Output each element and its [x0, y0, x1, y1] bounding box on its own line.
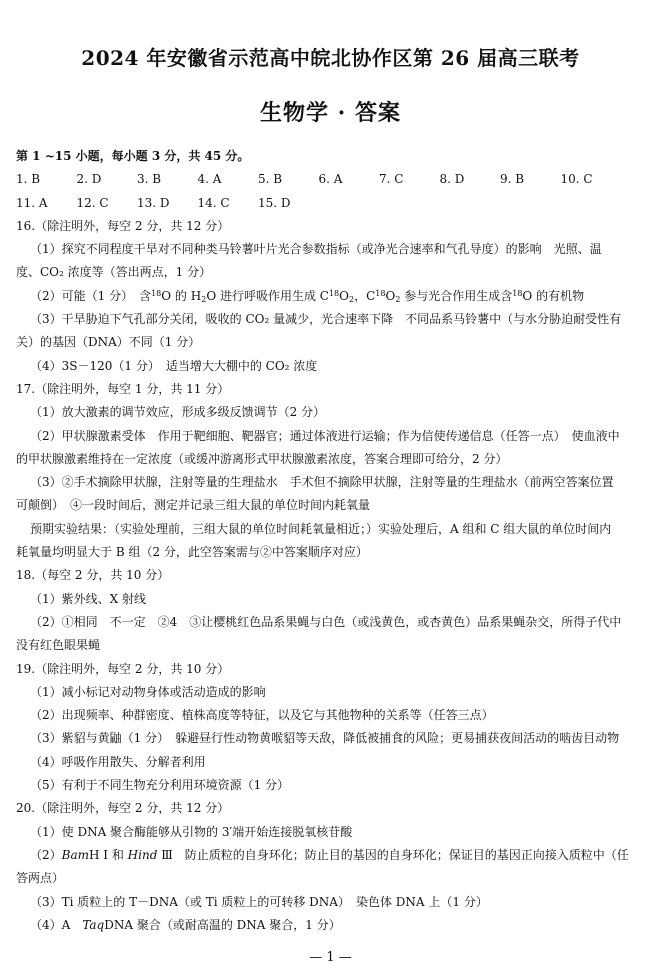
q20-answer-1: （1）使 DNA 聚合酶能够从引物的 3′端开始连接脱氧核苷酸 — [30, 824, 353, 839]
q17-expected-result: 预期实验结果：（实验处理前，三组大鼠的单位时间耗氧量相近；）实验处理后，A 组和 C 组大鼠的单位时间内 — [30, 521, 612, 536]
q18-answer-2: （2）①相同 不一定 ②4 ③让樱桃红色品系果蝇与白色（或浅黄色，或杏黄色）品系果蝇杂交，所得子代中 — [30, 614, 622, 629]
q17-expected-result-cont: 耗氧量均明显大于 B 组（2 分，此空答案需与②中答案顺序对应） — [16, 545, 368, 560]
q19-answer-3: （3）紫貂与黄鼬（1 分） 躲避昼行性动物黄喉貂等天敌，降低被捕食的风险；更易捕获夜间活动的啮齿目动物 — [30, 731, 620, 746]
mc-answer: 4. A — [197, 172, 222, 187]
mc-answer: 12. C — [76, 195, 109, 210]
q17-answer-2: （2）甲状腺激素受体 作用于靶细胞、靶器官；通过体液进行运输；作为信使传递信息（任答一点） 使血液中 — [30, 428, 620, 443]
q19-answer-4: （4）呼吸作用散失、分解者利用 — [30, 754, 206, 769]
q18-answer-1: （1）紫外线、X 射线 — [30, 591, 146, 606]
mc-answer: 5. B — [258, 172, 283, 187]
answer-content — [16, 145, 648, 937]
q18-header: 18.（每空 2 分，共 10 分） — [16, 568, 170, 583]
mc-answer: 9. B — [500, 172, 525, 187]
mc-answer: 1. B — [16, 172, 41, 187]
q17-answer-1: （1）放大激素的调节效应，形成多级反馈调节（2 分） — [30, 405, 326, 420]
q16-answer-1-cont: 度、CO₂ 浓度等（答出两点，1 分） — [16, 265, 212, 280]
q17-answer-2-cont: 的甲状腺激素维持在一定浓度（或缓冲游离形式甲状腺激素浓度，答案合理即可给分，2 分） — [16, 451, 508, 466]
mc-answer: 8. D — [439, 172, 465, 187]
page-subtitle: 生物学 · 答案 — [260, 100, 401, 126]
mc-answer: 15. D — [258, 195, 291, 210]
mc-answers-row-1 — [16, 168, 648, 191]
q16-header: 16.（除注明外，每空 2 分，共 12 分） — [16, 218, 230, 233]
q19-answer-1: （1）减小标记对动物身体或活动造成的影响 — [30, 684, 266, 699]
q16-answer-1: （1）探究不同程度干旱对不同种类马铃薯叶片光合参数指标（或净光合速率和气孔导度）的影响 光照、温 — [30, 242, 602, 257]
q16-answer-2: （2）可能（1 分） 含$^{18}$O 的 $H_2O$ 进行呼吸作用生成 $C^{18}O_2$，$C^{18}O_2$ 参与光合作用生成含$^{18}$O 的有机物 — [30, 288, 585, 304]
q19-answer-5: （5）有利于不同生物充分利用环境资源（1 分） — [30, 778, 290, 793]
page-number: — 1 — — [309, 950, 352, 965]
q17-answer-3-cont: 可颠倒） ④一段时间后，测定并记录三组大鼠的单位时间内耗氧量 — [16, 498, 371, 513]
q20-answer-4: （4）A TaqDNA 聚合（或耐高温的 DNA 聚合，1 分） — [30, 917, 341, 932]
q16-answer-3-cont: 关）的基因（DNA）不同（1 分） — [16, 335, 201, 350]
page-title: 2024 年安徽省示范高中皖北协作区第 26 届高三联考 — [81, 46, 580, 70]
q17-header: 17.（除注明外，每空 1 分，共 11 分） — [16, 381, 230, 396]
q16-answer-3: （3）干旱胁迫下气孔部分关闭，吸收的 CO₂ 量减少，光合速率下降 不同品系马铃薯中（与水分胁迫耐受性有 — [30, 312, 622, 327]
q20-answer-3: （3）Ti 质粒上的 T－DNA（或 Ti 质粒上的可转移 DNA） 染色体 DNA 上（1 分） — [30, 894, 488, 909]
mc-answer: 2. D — [76, 172, 102, 187]
q16-answer-4: （4）3S－120（1 分） 适当增大大棚中的 CO₂ 浓度 — [30, 358, 318, 373]
mc-answer: 11. A — [16, 195, 48, 210]
mc-answer: 14. C — [197, 195, 230, 210]
mc-answer: 10. C — [560, 172, 593, 187]
q17-answer-3: （3）②手术摘除甲状腺，注射等量的生理盐水 手术但不摘除甲状腺，注射等量的生理盐水（前两空答案位置 — [30, 475, 614, 490]
mc-answers-row-2 — [16, 192, 648, 215]
mc-answer: 3. B — [137, 172, 162, 187]
q20-header: 20.（除注明外，每空 2 分，共 12 分） — [16, 801, 230, 816]
q19-header: 19.（除注明外，每空 2 分，共 10 分） — [16, 661, 230, 676]
mc-answer: 7. C — [379, 172, 404, 187]
q20-answer-2: （2）BamH Ⅰ 和 Hind Ⅲ 防止质粒的自身环化；防止目的基因的自身环化；保证目的基因正向接入质粒中（任 — [30, 847, 629, 862]
section-header: 第 1 ~15 小题，每小题 3 分，共 45 分。 — [16, 149, 250, 163]
q19-answer-2: （2）出现频率、种群密度、植株高度等特征，以及它与其他物种的关系等（任答三点） — [30, 708, 494, 723]
q18-answer-2-cont: 没有红色眼果蝇 — [16, 638, 101, 653]
mc-answer: 13. D — [137, 195, 170, 210]
mc-answer: 6. A — [318, 172, 343, 187]
q20-answer-2-cont: 答两点） — [16, 871, 65, 886]
